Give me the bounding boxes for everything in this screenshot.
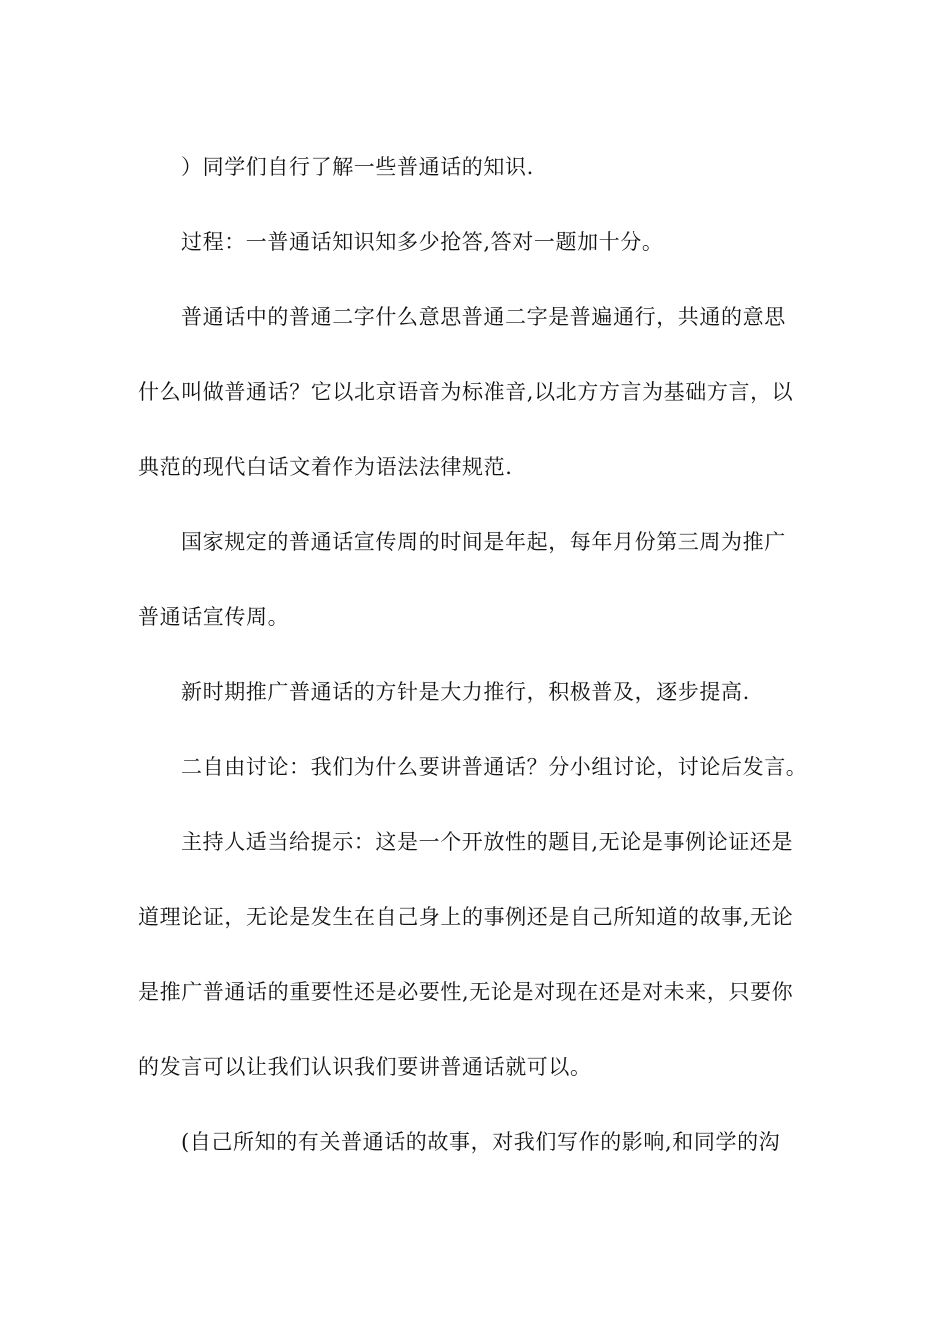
text-line-4: 什么叫做普通话？它以北京语音为标准音,以北方方言为基础方言，以 [138, 380, 794, 404]
text-line-13: 的发言可以让我们认识我们要讲普通话就可以。 [138, 1055, 592, 1079]
text-line-6: 国家规定的普通话宣传周的时间是年起，每年月份第三周为推广 [181, 530, 786, 554]
text-line-14: (自己所知的有关普通话的故事，对我们写作的影响,和同学的沟 [181, 1130, 781, 1154]
text-line-7: 普通话宣传周。 [138, 605, 290, 629]
text-line-12: 是推广普通话的重要性还是必要性,无论是对现在还是对未来，只要你 [138, 980, 794, 1004]
text-line-1: ）同学们自行了解一些普通话的知识. [181, 155, 534, 179]
text-line-10: 主持人适当给提示：这是一个开放性的题目,无论是事例论证还是 [181, 830, 794, 854]
text-line-8: 新时期推广普通话的方针是大力推行，积极普及，逐步提高. [181, 680, 750, 704]
text-line-11: 道理论证，无论是发生在自己身上的事例还是自己所知道的故事,无论 [138, 905, 794, 929]
text-line-9: 二自由讨论：我们为什么要讲普通话？分小组讨论，讨论后发言。 [181, 755, 808, 779]
text-line-5: 典范的现代白话文着作为语法法律规范. [138, 455, 513, 479]
text-line-2: 过程：一普通话知识知多少抢答,答对一题加十分。 [181, 230, 664, 254]
text-line-3: 普通话中的普通二字什么意思普通二字是普遍通行，共通的意思 [181, 305, 786, 329]
